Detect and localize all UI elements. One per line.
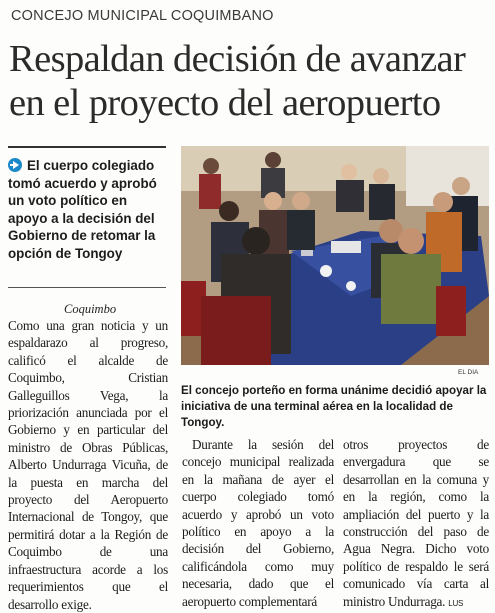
author-signature: LUS bbox=[448, 598, 464, 608]
body-column-3 bbox=[343, 436, 489, 612]
arrow-icon bbox=[8, 158, 22, 172]
news-photo bbox=[181, 146, 489, 365]
headline: Respaldan decisión de avanzar en el proyecto del aeropuerto bbox=[9, 38, 466, 124]
body-column-1: Como una gran noticia y un espaldarazo al progreso, calificó el alcalde de Coquimbo, Cristian Galleguillos Vega, la priorización anunciada por el Gobierno y en particular del ministro de Obras Públicas, Alberto Undurraga Vicuña, de la puesta en marcha del proyecto del Aeropuerto Internacional de Tongoy, que permitirá dotar a la Región de Coquimbo de una infraestructura acorde a los requerimientos que el desarrollo exige. bbox=[8, 318, 168, 612]
kicker: CONCEJO MUNICIPAL COQUIMBANO bbox=[11, 8, 274, 24]
dateline: Coquimbo bbox=[64, 302, 117, 316]
body-column-3-text: otros proyectos de envergadura que se desarrollan en la comuna y en la región, como la ampliación del puerto y la construcción del paso de Agua Negra. Dicho voto político de respaldo le será comunicado vía carta al ministro Undurraga. bbox=[343, 437, 489, 609]
body-column-2: Durante la sesión del concejo municipal realizada en la mañana de ayer el cuerpo colegiado tomó acuerdo y aprobó un voto político en apoyo a la decisión del Gobierno, calificándola como muy necesaria, dado que el aeropuerto complementará bbox=[182, 437, 334, 609]
photo-caption: El concejo porteño en forma unánime decidió apoyar la iniciativa de una terminal aérea en la localidad de Tongoy. bbox=[181, 384, 487, 429]
summary-text: El cuerpo colegiado tomó acuerdo y aprobó un voto político en apoyo a la decisión del Gobierno de retomar la opción de Tongoy bbox=[8, 158, 157, 261]
photo-credit: EL DIA bbox=[458, 369, 479, 376]
summary-box bbox=[8, 146, 166, 288]
